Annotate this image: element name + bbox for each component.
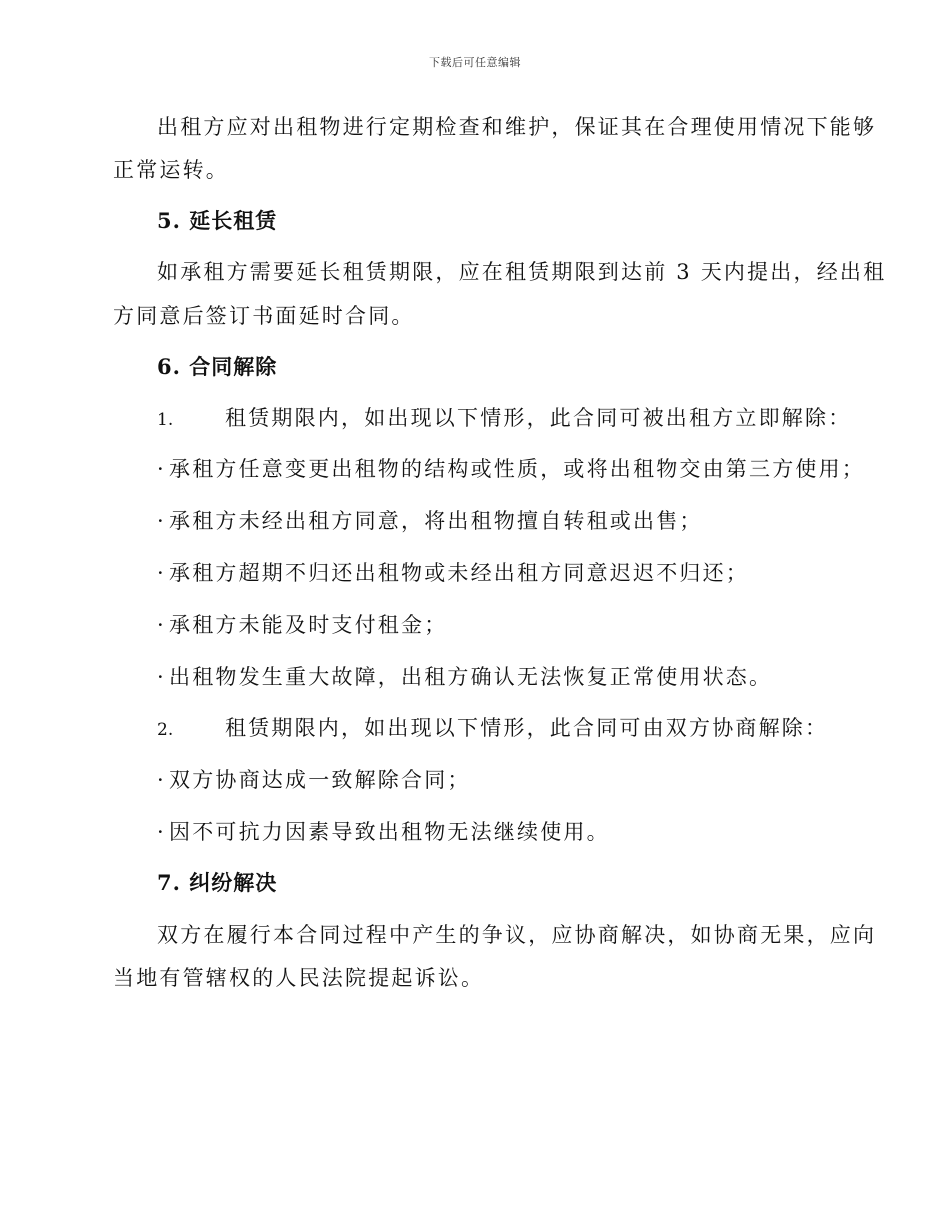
paragraph-dispute-line-2: 当地有管辖权的人民法院提起诉讼。 [113,966,485,990]
bullet-mark: · [157,457,164,481]
bullet-item [157,610,447,640]
numbered-item-2-text: 租赁期限内，如出现以下情形，此合同可由双方协商解除： [225,716,829,740]
numbered-item-1-number: 1. [157,410,174,430]
bullet-item [157,662,772,692]
bullet-text: 双方协商达成一致解除合同； [169,768,471,792]
numbered-item-2 [157,713,828,745]
paragraph-extend-line-2: 方同意后签订书面延时合同。 [113,304,415,328]
bullet-text: 承租方未能及时支付租金； [169,613,448,637]
bullet-mark: · [157,509,164,533]
paragraph-maintenance-line-2: 正常运转。 [113,158,229,182]
bullet-mark: · [157,768,164,792]
section-heading-6: 6. 合同解除 [157,354,278,379]
bullet-text: 因不可抗力因素导致出租物无法继续使用。 [169,820,610,844]
bullet-mark: · [157,561,164,585]
bullet-item [157,506,703,536]
numbered-item-1 [157,403,851,435]
bullet-item [157,454,865,484]
bullet-mark: · [157,820,164,844]
numbered-item-2-number: 2. [157,720,174,740]
bullet-text: 出租物发生重大故障，出租方确认无法恢复正常使用状态。 [169,665,773,689]
bullet-text: 承租方任意变更出租物的结构或性质，或将出租物交由第三方使用； [169,457,865,481]
bullet-item [157,817,610,847]
paragraph-maintenance-line-1: 出租方应对出租物进行定期检查和维护，保证其在合理使用情况下能够 [157,115,877,139]
section-heading-5: 5. 延长租赁 [157,208,278,233]
paragraph-dispute-line-1: 双方在履行本合同过程中产生的争议，应协商解决，如协商无果，应向 [157,923,877,947]
page-header: 下载后可任意编辑 [429,56,521,69]
numbered-item-1-text: 租赁期限内，如出现以下情形，此合同可被出租方立即解除： [225,406,852,430]
bullet-mark: · [157,665,164,689]
bullet-item [157,765,471,795]
bullet-item [157,558,749,588]
bullet-text: 承租方未经出租方同意，将出租物擅自转租或出售； [169,509,703,533]
section-heading-7: 7. 纠纷解决 [157,870,278,895]
bullet-text: 承租方超期不归还出租物或未经出租方同意迟迟不归还； [169,561,749,585]
bullet-mark: · [157,613,164,637]
paragraph-extend-line-1: 如承租方需要延长租赁期限，应在租赁期限到达前 3 天内提出，经出租 [157,260,887,284]
